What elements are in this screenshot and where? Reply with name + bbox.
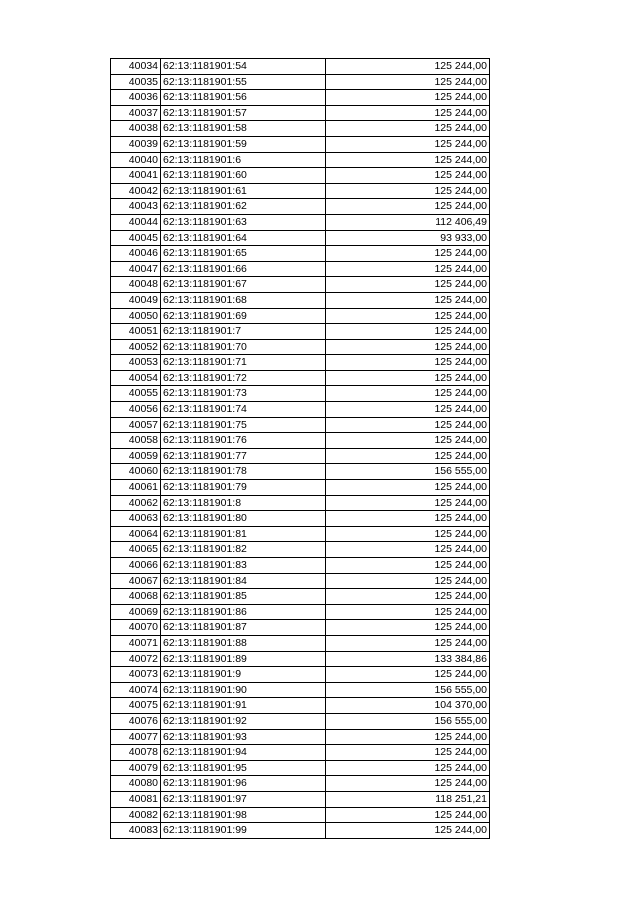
cadastral-number-cell: 62:13:1181901:99 [161,823,326,839]
row-number-cell: 40074 [111,682,161,698]
table-row [111,558,490,574]
table-row [111,433,490,449]
value-cell: 125 244,00 [326,745,490,761]
value-cell: 125 244,00 [326,667,490,683]
value-cell: 118 251,21 [326,791,490,807]
row-number-cell: 40062 [111,495,161,511]
cadastral-number-cell: 62:13:1181901:6 [161,152,326,168]
table-row [111,667,490,683]
value-cell: 125 244,00 [326,386,490,402]
table-row [111,542,490,558]
cadastral-number-cell: 62:13:1181901:98 [161,807,326,823]
value-cell: 125 244,00 [326,168,490,184]
value-cell: 125 244,00 [326,324,490,340]
row-number-cell: 40063 [111,511,161,527]
table-row [111,760,490,776]
cadastral-number-cell: 62:13:1181901:54 [161,59,326,75]
table-row [111,183,490,199]
table-row [111,59,490,75]
value-cell: 125 244,00 [326,776,490,792]
row-number-cell: 40055 [111,386,161,402]
value-cell: 125 244,00 [326,526,490,542]
cadastral-number-cell: 62:13:1181901:91 [161,698,326,714]
value-cell: 133 384,86 [326,651,490,667]
row-number-cell: 40058 [111,433,161,449]
value-cell: 125 244,00 [326,573,490,589]
table-row [111,745,490,761]
row-number-cell: 40069 [111,604,161,620]
row-number-cell: 40040 [111,152,161,168]
value-cell: 156 555,00 [326,713,490,729]
table-row [111,168,490,184]
table-row [111,698,490,714]
table-row [111,339,490,355]
row-number-cell: 40068 [111,589,161,605]
cadastral-number-cell: 62:13:1181901:89 [161,651,326,667]
value-cell: 125 244,00 [326,90,490,106]
row-number-cell: 40035 [111,74,161,90]
value-cell: 156 555,00 [326,464,490,480]
value-cell: 125 244,00 [326,308,490,324]
row-number-cell: 40057 [111,417,161,433]
cadastral-number-cell: 62:13:1181901:72 [161,370,326,386]
row-number-cell: 40077 [111,729,161,745]
row-number-cell: 40071 [111,635,161,651]
row-number-cell: 40064 [111,526,161,542]
cadastral-number-cell: 62:13:1181901:80 [161,511,326,527]
cadastral-number-cell: 62:13:1181901:74 [161,402,326,418]
cadastral-number-cell: 62:13:1181901:78 [161,464,326,480]
table-row [111,214,490,230]
table-row [111,651,490,667]
cadastral-number-cell: 62:13:1181901:84 [161,573,326,589]
row-number-cell: 40081 [111,791,161,807]
cadastral-number-cell: 62:13:1181901:64 [161,230,326,246]
cadastral-number-cell: 62:13:1181901:66 [161,261,326,277]
value-cell: 125 244,00 [326,604,490,620]
table-body [111,59,490,839]
row-number-cell: 40079 [111,760,161,776]
cadastral-number-cell: 62:13:1181901:83 [161,558,326,574]
row-number-cell: 40036 [111,90,161,106]
row-number-cell: 40054 [111,370,161,386]
cadastral-number-cell: 62:13:1181901:71 [161,355,326,371]
row-number-cell: 40048 [111,277,161,293]
row-number-cell: 40082 [111,807,161,823]
cadastral-number-cell: 62:13:1181901:61 [161,183,326,199]
value-cell: 125 244,00 [326,807,490,823]
cadastral-value-table [110,58,490,839]
value-cell: 125 244,00 [326,480,490,496]
row-number-cell: 40043 [111,199,161,215]
table-row [111,355,490,371]
cadastral-number-cell: 62:13:1181901:70 [161,339,326,355]
table-row [111,386,490,402]
row-number-cell: 40080 [111,776,161,792]
value-cell: 125 244,00 [326,558,490,574]
cadastral-number-cell: 62:13:1181901:69 [161,308,326,324]
table-row [111,308,490,324]
value-cell: 125 244,00 [326,339,490,355]
value-cell: 125 244,00 [326,823,490,839]
value-cell: 125 244,00 [326,729,490,745]
table-row [111,620,490,636]
cadastral-number-cell: 62:13:1181901:8 [161,495,326,511]
cadastral-number-cell: 62:13:1181901:7 [161,324,326,340]
row-number-cell: 40042 [111,183,161,199]
table-row [111,292,490,308]
table-row [111,511,490,527]
cadastral-number-cell: 62:13:1181901:94 [161,745,326,761]
table-row [111,729,490,745]
row-number-cell: 40075 [111,698,161,714]
cadastral-number-cell: 62:13:1181901:90 [161,682,326,698]
cadastral-number-cell: 62:13:1181901:81 [161,526,326,542]
cadastral-number-cell: 62:13:1181901:75 [161,417,326,433]
value-cell: 125 244,00 [326,635,490,651]
row-number-cell: 40073 [111,667,161,683]
table-row [111,246,490,262]
value-cell: 125 244,00 [326,246,490,262]
cadastral-number-cell: 62:13:1181901:57 [161,105,326,121]
cadastral-number-cell: 62:13:1181901:73 [161,386,326,402]
table-row [111,495,490,511]
cadastral-number-cell: 62:13:1181901:96 [161,776,326,792]
value-cell: 125 244,00 [326,495,490,511]
row-number-cell: 40060 [111,464,161,480]
cadastral-number-cell: 62:13:1181901:55 [161,74,326,90]
cadastral-number-cell: 62:13:1181901:86 [161,604,326,620]
value-cell: 125 244,00 [326,74,490,90]
value-cell: 125 244,00 [326,121,490,137]
table-row [111,635,490,651]
table-row [111,370,490,386]
row-number-cell: 40045 [111,230,161,246]
table-row [111,417,490,433]
value-cell: 125 244,00 [326,370,490,386]
table-row [111,324,490,340]
row-number-cell: 40065 [111,542,161,558]
table-row [111,230,490,246]
table-row [111,105,490,121]
table-row [111,277,490,293]
document-page [110,58,490,839]
table-row [111,261,490,277]
cadastral-number-cell: 62:13:1181901:68 [161,292,326,308]
cadastral-number-cell: 62:13:1181901:62 [161,199,326,215]
value-cell: 125 244,00 [326,261,490,277]
cadastral-number-cell: 62:13:1181901:85 [161,589,326,605]
cadastral-number-cell: 62:13:1181901:95 [161,760,326,776]
row-number-cell: 40049 [111,292,161,308]
table-row [111,152,490,168]
cadastral-number-cell: 62:13:1181901:93 [161,729,326,745]
table-row [111,121,490,137]
cadastral-number-cell: 62:13:1181901:65 [161,246,326,262]
cadastral-number-cell: 62:13:1181901:88 [161,635,326,651]
cadastral-number-cell: 62:13:1181901:87 [161,620,326,636]
row-number-cell: 40041 [111,168,161,184]
cadastral-number-cell: 62:13:1181901:92 [161,713,326,729]
value-cell: 125 244,00 [326,199,490,215]
value-cell: 125 244,00 [326,760,490,776]
cadastral-number-cell: 62:13:1181901:60 [161,168,326,184]
table-row [111,464,490,480]
table-row [111,402,490,418]
row-number-cell: 40037 [111,105,161,121]
row-number-cell: 40050 [111,308,161,324]
row-number-cell: 40046 [111,246,161,262]
cadastral-number-cell: 62:13:1181901:67 [161,277,326,293]
value-cell: 125 244,00 [326,620,490,636]
cadastral-number-cell: 62:13:1181901:59 [161,136,326,152]
value-cell: 93 933,00 [326,230,490,246]
table-row [111,526,490,542]
value-cell: 125 244,00 [326,542,490,558]
table-row [111,199,490,215]
value-cell: 125 244,00 [326,183,490,199]
row-number-cell: 40047 [111,261,161,277]
cadastral-number-cell: 62:13:1181901:76 [161,433,326,449]
value-cell: 125 244,00 [326,136,490,152]
value-cell: 104 370,00 [326,698,490,714]
row-number-cell: 40083 [111,823,161,839]
row-number-cell: 40070 [111,620,161,636]
row-number-cell: 40051 [111,324,161,340]
cadastral-number-cell: 62:13:1181901:82 [161,542,326,558]
row-number-cell: 40078 [111,745,161,761]
row-number-cell: 40059 [111,448,161,464]
row-number-cell: 40072 [111,651,161,667]
row-number-cell: 40067 [111,573,161,589]
row-number-cell: 40076 [111,713,161,729]
table-row [111,713,490,729]
value-cell: 125 244,00 [326,59,490,75]
value-cell: 125 244,00 [326,292,490,308]
table-row [111,480,490,496]
table-row [111,74,490,90]
table-row [111,448,490,464]
row-number-cell: 40038 [111,121,161,137]
value-cell: 125 244,00 [326,417,490,433]
value-cell: 112 406,49 [326,214,490,230]
cadastral-number-cell: 62:13:1181901:77 [161,448,326,464]
value-cell: 125 244,00 [326,589,490,605]
value-cell: 125 244,00 [326,355,490,371]
row-number-cell: 40039 [111,136,161,152]
value-cell: 125 244,00 [326,105,490,121]
table-row [111,791,490,807]
row-number-cell: 40056 [111,402,161,418]
table-row [111,823,490,839]
table-row [111,776,490,792]
row-number-cell: 40061 [111,480,161,496]
value-cell: 125 244,00 [326,402,490,418]
table-row [111,682,490,698]
row-number-cell: 40044 [111,214,161,230]
value-cell: 156 555,00 [326,682,490,698]
cadastral-number-cell: 62:13:1181901:79 [161,480,326,496]
row-number-cell: 40034 [111,59,161,75]
table-row [111,136,490,152]
row-number-cell: 40066 [111,558,161,574]
value-cell: 125 244,00 [326,277,490,293]
table-row [111,589,490,605]
row-number-cell: 40053 [111,355,161,371]
row-number-cell: 40052 [111,339,161,355]
table-row [111,604,490,620]
cadastral-number-cell: 62:13:1181901:56 [161,90,326,106]
value-cell: 125 244,00 [326,152,490,168]
value-cell: 125 244,00 [326,448,490,464]
table-row [111,90,490,106]
value-cell: 125 244,00 [326,511,490,527]
table-row [111,807,490,823]
cadastral-number-cell: 62:13:1181901:63 [161,214,326,230]
cadastral-number-cell: 62:13:1181901:9 [161,667,326,683]
table-row [111,573,490,589]
cadastral-number-cell: 62:13:1181901:97 [161,791,326,807]
cadastral-number-cell: 62:13:1181901:58 [161,121,326,137]
value-cell: 125 244,00 [326,433,490,449]
